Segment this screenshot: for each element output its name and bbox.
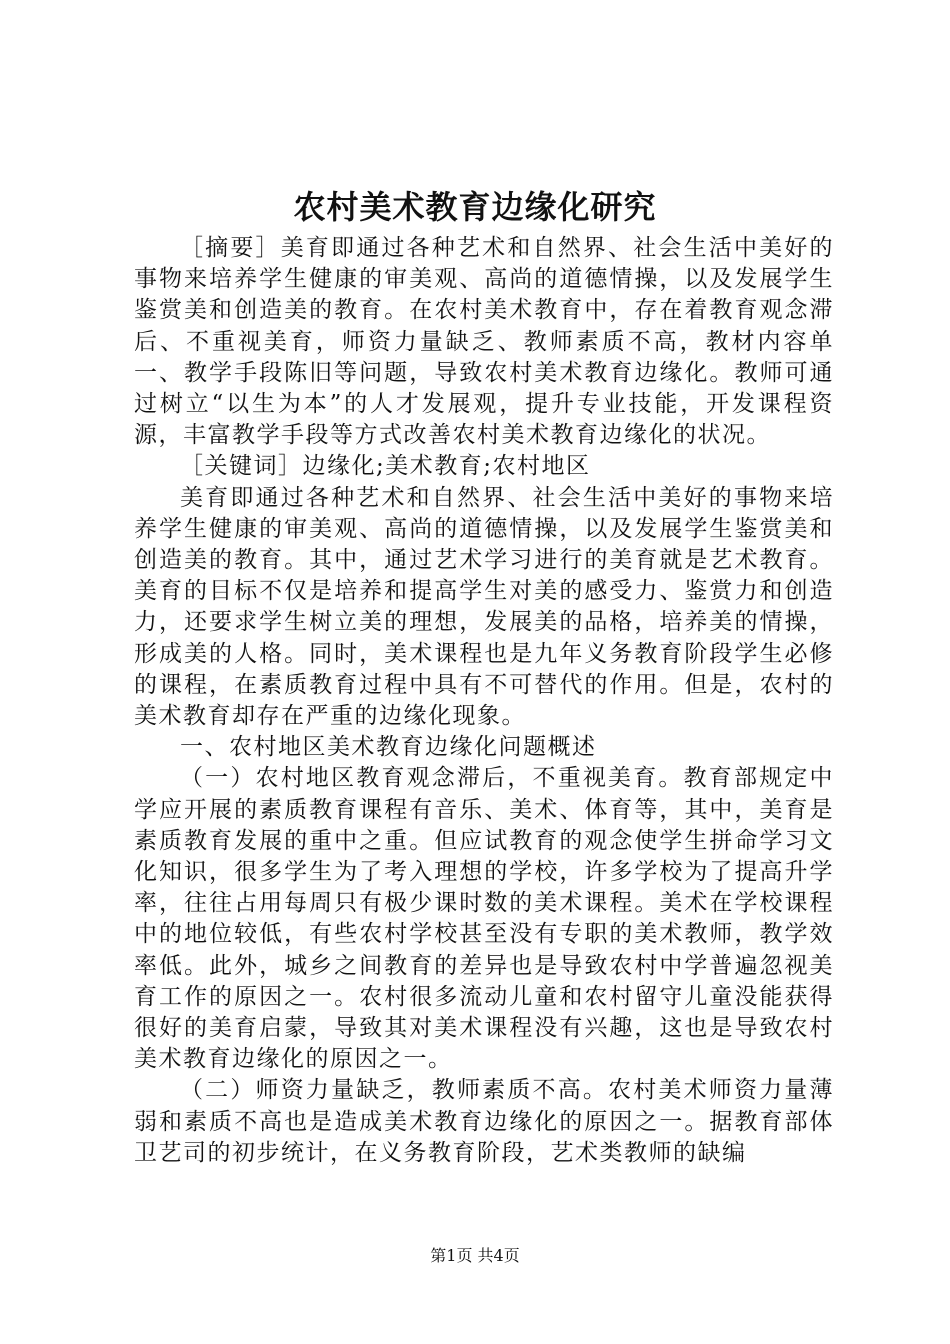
subsection-paragraph-1: （一）农村地区教育观念滞后，不重视美育。教育部规定中学应开展的素质教育课程有音乐、美术、体育等，其中，美育是素质教育发展的重中之重。但应试教育的观念使学生拼命学习文化知识，很多学生为了考入理想的学校，许多学校为了提高升学率，往往占用每周只有极少课时数的美术课程。美术在学校课程中的地位较低，有些农村学校甚至没有专职的美术教师，教学效率低。此外，城乡之间教育的差异也是导致农村中学普遍忽视美育工作的原因之一。农村很多流动儿童和农村留守儿童没能获得很好的美育启蒙，导致其对美术课程没有兴趣，这也是导致农村美术教育边缘化的原因之一。	[134, 765, 834, 1073]
section-heading: 一、农村地区美术教育边缘化问题概述	[180, 734, 597, 761]
page-title: 农村美术教育边缘化研究	[293, 188, 657, 226]
document-body	[134, 233, 834, 1169]
page-footer: 第1页 共4页	[430, 1246, 520, 1265]
keywords-paragraph: ［关键词］边缘化;美术教育;农村地区	[180, 453, 591, 480]
intro-paragraph: 美育即通过各种艺术和自然界、社会生活中美好的事物来培养学生健康的审美观、高尚的道德情操，以及发展学生鉴赏美和创造美的教育。其中，通过艺术学习进行的美育就是艺术教育。美育的目标不仅是培养和提高学生对美的感受力、鉴赏力和创造力，还要求学生树立美的理想，发展美的品格，培养美的情操，形成美的人格。同时，美术课程也是九年义务教育阶段学生必修的课程，在素质教育过程中具有不可替代的作用。但是，农村的美术教育却存在严重的边缘化现象。	[134, 484, 834, 730]
abstract-paragraph: ［摘要］美育即通过各种艺术和自然界、社会生活中美好的事物来培养学生健康的审美观、高尚的道德情操，以及发展学生鉴赏美和创造美的教育。在农村美术教育中，存在着教育观念滞后、不重视美育，师资力量缺乏、教师素质不高，教材内容单一、教学手段陈旧等问题，导致农村美术教育边缘化。教师可通过树立“以生为本”的人才发展观，提升专业技能，开发课程资源，丰富教学手段等方式改善农村美术教育边缘化的状况。	[134, 235, 834, 449]
subsection-paragraph-2: （二）师资力量缺乏，教师素质不高。农村美术师资力量薄弱和素质不高也是造成美术教育边缘化的原因之一。据教育部体卫艺司的初步统计，在义务教育阶段，艺术类教师的缺编	[134, 1077, 834, 1166]
